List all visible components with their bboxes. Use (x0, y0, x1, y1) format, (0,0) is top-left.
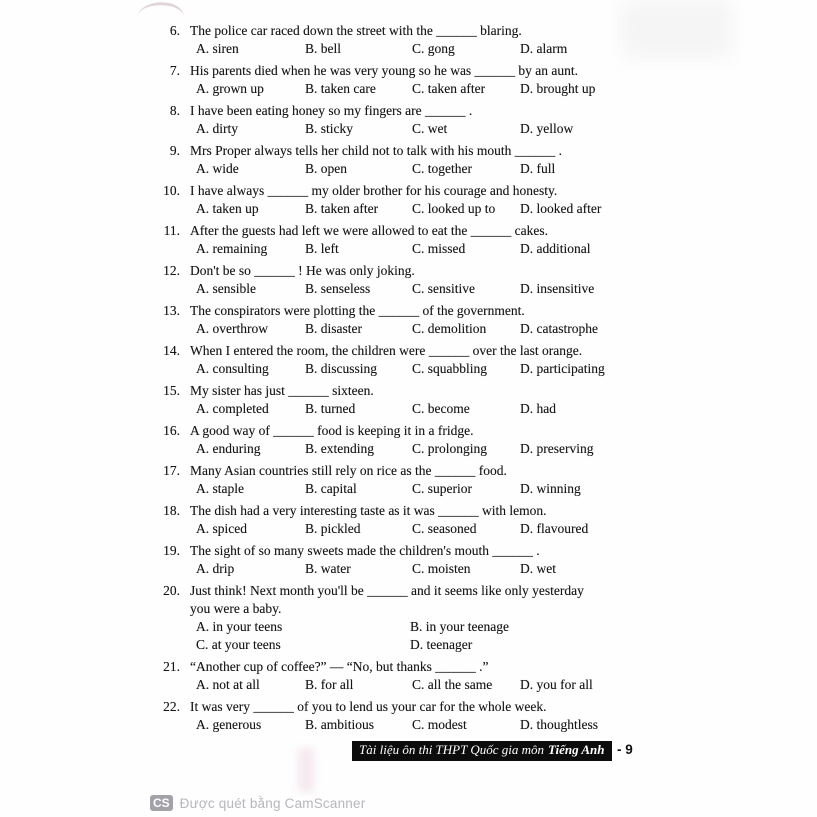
options-row (0, 716, 817, 734)
option-a: A. remaining (196, 241, 268, 256)
options-row (0, 676, 817, 694)
options-row (0, 120, 817, 138)
question-line (0, 698, 817, 716)
option-d: D. wet (520, 561, 556, 576)
question-number: 10. (163, 183, 180, 198)
question-text: My sister has just ______ sixteen. (190, 383, 374, 398)
options-row (0, 480, 817, 498)
option-b: B. water (305, 561, 351, 576)
option-a: A. in your teens (196, 619, 283, 634)
question-number: 17. (163, 463, 180, 478)
option-c: C. become (412, 401, 470, 416)
question-number: 22. (163, 699, 180, 714)
option-d: D. flavoured (520, 521, 589, 536)
option-d: D. teenager (410, 637, 473, 652)
question-number: 16. (163, 423, 180, 438)
footer-banner-subject: Tiếng Anh (548, 742, 605, 757)
option-b: B. pickled (305, 521, 361, 536)
option-c: C. looked up to (412, 201, 496, 216)
question-7 (0, 62, 817, 98)
question-line (0, 302, 817, 320)
options-row (0, 160, 817, 178)
question-line (0, 342, 817, 360)
question-number: 6. (169, 23, 180, 38)
question-line (0, 658, 817, 676)
question-text: “Another cup of coffee?” — “No, but thanks ______ .” (190, 659, 489, 674)
option-b: B. in your teenage (410, 619, 509, 634)
option-a: A. drip (196, 561, 235, 576)
option-c: C. modest (412, 717, 467, 732)
question-line (0, 382, 817, 400)
option-d: D. brought up (520, 81, 596, 96)
option-a: A. enduring (196, 441, 261, 456)
option-b: B. ambitious (305, 717, 375, 732)
option-d: D. additional (520, 241, 591, 256)
question-text: Mrs Proper always tells her child not to talk with his mouth ______ . (190, 143, 562, 158)
question-line (0, 262, 817, 280)
option-a: A. dirty (196, 121, 238, 136)
option-a: A. staple (196, 481, 244, 496)
question-20 (0, 582, 817, 654)
question-line (0, 222, 817, 240)
option-a: A. generous (196, 717, 262, 732)
camscanner-text: Được quét bằng CamScanner (179, 795, 366, 811)
options-row (0, 320, 817, 338)
question-17 (0, 462, 817, 498)
option-c: C. missed (412, 241, 466, 256)
option-b: B. taken care (305, 81, 376, 96)
questions-list (0, 22, 817, 738)
question-number: 14. (163, 343, 180, 358)
question-line (0, 22, 817, 40)
options-row (0, 400, 817, 418)
option-d: D. yellow (520, 121, 574, 136)
options-row (0, 40, 817, 58)
question-11 (0, 222, 817, 258)
question-18 (0, 502, 817, 538)
question-text: His parents died when he was very young so he was ______ by an aunt. (190, 63, 579, 78)
option-a: A. taken up (196, 201, 259, 216)
question-number: 9. (169, 143, 180, 158)
camscanner-watermark (150, 795, 365, 811)
option-c: C. together (412, 161, 472, 176)
options-row (0, 240, 817, 258)
option-b: B. sticky (305, 121, 354, 136)
camscanner-logo-icon: CS (150, 795, 173, 811)
option-a: A. wide (196, 161, 239, 176)
option-b: B. extending (305, 441, 374, 456)
page-number: - 9 (617, 742, 633, 757)
option-a: A. grown up (196, 81, 264, 96)
option-a: A. siren (196, 41, 239, 56)
option-a: A. spiced (196, 521, 247, 536)
question-text: The police car raced down the street with the ______ blaring. (190, 23, 522, 38)
options-row (0, 560, 817, 578)
scan-artifact-curve (137, 0, 185, 23)
question-text: you were a baby. (190, 601, 282, 616)
option-a: A. not at all (196, 677, 260, 692)
option-b: B. open (305, 161, 347, 176)
question-text: I have been eating honey so my fingers are ______ . (190, 103, 473, 118)
option-b: B. discussing (305, 361, 378, 376)
option-a: A. completed (196, 401, 269, 416)
scan-artifact-smudge (298, 748, 314, 792)
option-b: B. taken after (305, 201, 379, 216)
question-12 (0, 262, 817, 298)
question-line (0, 102, 817, 120)
question-number: 15. (163, 383, 180, 398)
question-15 (0, 382, 817, 418)
option-c: C. at your teens (196, 637, 281, 652)
question-text: Don't be so ______ ! He was only joking. (190, 263, 415, 278)
question-10 (0, 182, 817, 218)
question-number: 20. (163, 583, 180, 598)
question-line (0, 542, 817, 560)
option-c: C. taken after (412, 81, 486, 96)
footer-banner (352, 741, 612, 761)
question-number: 19. (163, 543, 180, 558)
option-b: B. left (305, 241, 339, 256)
question-text: Many Asian countries still rely on rice as the ______ food. (190, 463, 507, 478)
question-text: The dish had a very interesting taste as it was ______ with lemon. (190, 503, 547, 518)
option-c: C. squabbling (412, 361, 488, 376)
question-19 (0, 542, 817, 578)
question-21 (0, 658, 817, 694)
options-row (0, 80, 817, 98)
options-row (0, 440, 817, 458)
option-c: C. superior (412, 481, 472, 496)
option-d: D. full (520, 161, 556, 176)
option-a: A. overthrow (196, 321, 268, 336)
question-line (0, 502, 817, 520)
question-text: It was very ______ of you to lend us your car for the whole week. (190, 699, 547, 714)
option-d: D. alarm (520, 41, 568, 56)
option-a: A. consulting (196, 361, 269, 376)
question-8 (0, 102, 817, 138)
options-row (0, 360, 817, 378)
question-line (0, 462, 817, 480)
option-d: D. winning (520, 481, 581, 496)
question-text: After the guests had left we were allowed to eat the ______ cakes. (190, 223, 548, 238)
option-c: C. prolonging (412, 441, 488, 456)
question-22 (0, 698, 817, 734)
option-c: C. gong (412, 41, 455, 56)
option-c: C. demolition (412, 321, 487, 336)
option-b: B. turned (305, 401, 356, 416)
question-number: 7. (169, 63, 180, 78)
question-line (0, 582, 817, 600)
question-number: 18. (163, 503, 180, 518)
option-d: D. catastrophe (520, 321, 598, 336)
question-text: I have always ______ my older brother for his courage and honesty. (190, 183, 558, 198)
question-number: 8. (169, 103, 180, 118)
option-d: D. preserving (520, 441, 594, 456)
option-d: D. participating (520, 361, 605, 376)
option-d: D. had (520, 401, 556, 416)
question-line (0, 62, 817, 80)
question-number: 11. (163, 223, 180, 238)
options-row (0, 618, 817, 636)
question-number: 13. (163, 303, 180, 318)
options-row (0, 520, 817, 538)
option-c: C. wet (412, 121, 448, 136)
question-line (0, 142, 817, 160)
question-number: 21. (163, 659, 180, 674)
question-text: When I entered the room, the children were ______ over the last orange. (190, 343, 583, 358)
question-9 (0, 142, 817, 178)
option-d: D. insensitive (520, 281, 595, 296)
option-a: A. sensible (196, 281, 256, 296)
options-row (0, 200, 817, 218)
option-b: B. for all (305, 677, 354, 692)
footer-banner-text: Tài liệu ôn thi THPT Quốc gia môn (359, 742, 545, 757)
question-text: A good way of ______ food is keeping it in a fridge. (190, 423, 474, 438)
question-text: The sight of so many sweets made the children's mouth ______ . (190, 543, 540, 558)
question-text: Just think! Next month you'll be ______ and it seems like only yesterday (190, 583, 584, 598)
question-text: The conspirators were plotting the ______ of the government. (190, 303, 525, 318)
question-line (0, 182, 817, 200)
question-16 (0, 422, 817, 458)
question-13 (0, 302, 817, 338)
option-c: C. seasoned (412, 521, 477, 536)
question-14 (0, 342, 817, 378)
question-text-continued (0, 600, 817, 618)
option-b: B. disaster (305, 321, 362, 336)
question-6 (0, 22, 817, 58)
option-b: B. senseless (305, 281, 371, 296)
option-c: C. moisten (412, 561, 471, 576)
option-d: D. you for all (520, 677, 593, 692)
option-b: B. bell (305, 41, 341, 56)
question-line (0, 422, 817, 440)
options-row (0, 280, 817, 298)
question-number: 12. (163, 263, 180, 278)
option-c: C. sensitive (412, 281, 475, 296)
options-row (0, 636, 817, 654)
option-d: D. thoughtless (520, 717, 599, 732)
option-c: C. all the same (412, 677, 493, 692)
option-b: B. capital (305, 481, 357, 496)
option-d: D. looked after (520, 201, 602, 216)
